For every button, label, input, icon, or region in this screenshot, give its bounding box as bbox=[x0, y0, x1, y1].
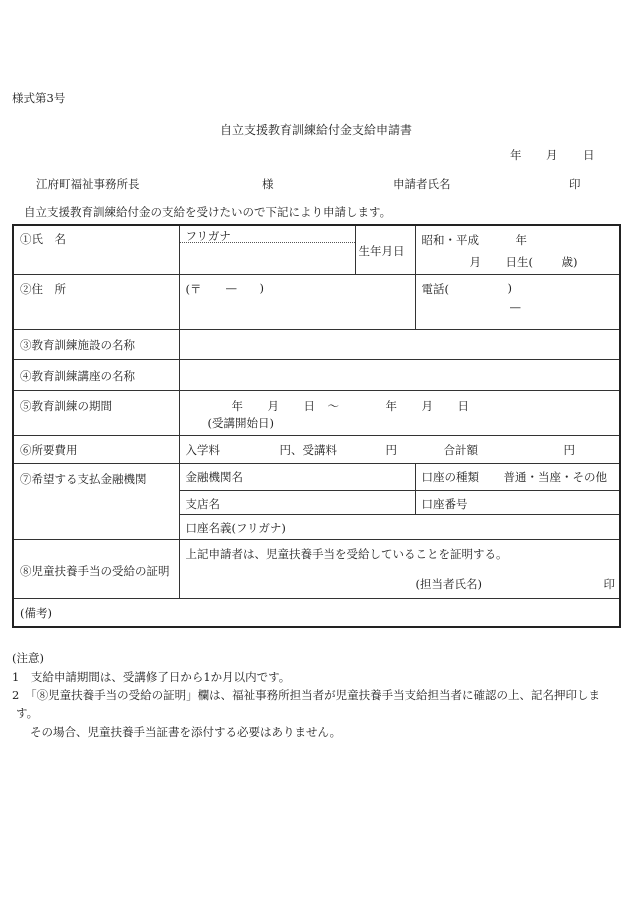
course-label: ④教育訓練講座の名称 bbox=[20, 369, 135, 384]
branch-input-cell[interactable] bbox=[179, 490, 415, 514]
form-title: 自立支援教育訓練給付金支給申請書 bbox=[220, 123, 413, 137]
admission-fee-label: 入学料 bbox=[185, 442, 220, 457]
period-start-year: 年 bbox=[231, 399, 243, 414]
birth-day-label: 日生( bbox=[505, 255, 533, 269]
holder-label: 口座名義(フリガナ) bbox=[185, 520, 286, 535]
note-3: その場合、児童扶養手当証書を添付する必要はありません。 bbox=[30, 725, 342, 739]
tuition-yen-label: 円 bbox=[385, 442, 397, 457]
birth-month-label: 月 bbox=[469, 255, 481, 269]
remarks-cell[interactable] bbox=[13, 599, 620, 627]
phone-close: ) bbox=[507, 280, 512, 295]
applicant-seal: 印 bbox=[569, 177, 581, 191]
birthdate-label: 生年月日 bbox=[358, 244, 405, 258]
account-type-label: 口座の種類 bbox=[421, 469, 479, 484]
date-day: 日 bbox=[583, 148, 595, 162]
certification-label: ⑧児童扶養手当の受給の証明 bbox=[20, 563, 170, 578]
furigana-label: フリガナ bbox=[185, 229, 231, 243]
address-input-cell[interactable] bbox=[179, 274, 415, 329]
period-tilde: 〜 bbox=[327, 399, 339, 414]
cost-label: ⑥所要費用 bbox=[20, 442, 78, 457]
phone-dash: — bbox=[509, 299, 521, 314]
row-bank-institution bbox=[13, 463, 620, 490]
row-address bbox=[13, 274, 620, 329]
phone-open: 電話( bbox=[421, 281, 449, 296]
row-certification bbox=[13, 539, 620, 598]
certification-input-cell[interactable] bbox=[179, 539, 620, 598]
intro-text: 自立支援教育訓練給付金の支給を受けたいので下記により申請します。 bbox=[24, 205, 392, 219]
account-number-label: 口座番号 bbox=[421, 496, 468, 511]
period-start-note: (受講開始日) bbox=[207, 416, 274, 431]
account-type-cell[interactable] bbox=[415, 463, 620, 490]
row-cost bbox=[13, 435, 620, 463]
row-facility bbox=[13, 330, 620, 360]
row-period bbox=[13, 391, 620, 435]
note-2: 2 「⑧児童扶養手当の受給の証明」欄は、福祉事務所担当者が児童扶養手当支給担当者に確認の上、記名押印しま bbox=[12, 688, 601, 702]
cost-input-cell[interactable] bbox=[179, 435, 620, 463]
note-1: 1 支給申請期間は、受講修了日から1か月以内です。 bbox=[12, 670, 291, 684]
period-label: ⑤教育訓練の期間 bbox=[20, 399, 112, 414]
remarks-label: (備考) bbox=[20, 606, 52, 621]
certification-label-cell bbox=[13, 539, 179, 598]
account-type-options: 普通・当座・その他 bbox=[503, 469, 607, 484]
applicant-name-label: 申請者氏名 bbox=[393, 177, 451, 191]
name-label: ①氏 名 bbox=[20, 232, 66, 246]
postal-open: (〒 bbox=[185, 281, 202, 296]
total-yen-label: 円 bbox=[563, 442, 575, 457]
institution-label: 金融機関名 bbox=[185, 469, 243, 484]
facility-label-cell bbox=[13, 330, 179, 360]
name-label-cell bbox=[13, 225, 179, 274]
address-label-cell bbox=[13, 274, 179, 329]
officer-seal: 印 bbox=[603, 576, 615, 591]
birthdate-input-cell[interactable] bbox=[415, 225, 620, 274]
postal-close: ) bbox=[259, 280, 264, 295]
furigana-divider bbox=[180, 242, 355, 243]
facility-input-cell[interactable] bbox=[179, 330, 620, 360]
row-course bbox=[13, 360, 620, 391]
period-start-day: 日 bbox=[303, 399, 315, 414]
notes-heading: (注意) bbox=[12, 651, 44, 665]
row-name bbox=[13, 225, 620, 274]
bank-label: ⑦希望する支払金融機関 bbox=[20, 471, 147, 486]
total-label: 合計額 bbox=[443, 442, 478, 457]
officer-name-label: (担当者氏名) bbox=[415, 576, 482, 591]
form-number: 様式第3号 bbox=[12, 91, 66, 105]
institution-input-cell[interactable] bbox=[179, 463, 415, 490]
addressee: 江府町福祉事務所長 bbox=[36, 177, 140, 191]
account-number-cell[interactable] bbox=[415, 490, 620, 514]
facility-label: ③教育訓練施設の名称 bbox=[20, 338, 135, 352]
holder-input-cell[interactable] bbox=[179, 514, 620, 539]
bank-label-cell bbox=[13, 463, 179, 539]
course-label-cell bbox=[13, 360, 179, 391]
certification-statement: 上記申請者は、児童扶養手当を受給していることを証明する。 bbox=[185, 546, 508, 561]
cost-label-cell bbox=[13, 435, 179, 463]
note-2-continuation: す。 bbox=[16, 706, 39, 720]
tuition-fee-label: 円、受講料 bbox=[279, 442, 337, 457]
era-label: 昭和・平成 bbox=[421, 233, 479, 247]
phone-input-cell[interactable] bbox=[415, 274, 620, 329]
course-input-cell[interactable] bbox=[179, 360, 620, 391]
branch-label: 支店名 bbox=[185, 496, 220, 511]
date-month: 月 bbox=[546, 148, 558, 162]
application-form-table bbox=[12, 224, 621, 628]
period-input-cell[interactable] bbox=[179, 391, 620, 435]
period-end-year: 年 bbox=[385, 399, 397, 414]
postal-dash: — bbox=[225, 280, 237, 295]
name-input-cell[interactable] bbox=[179, 225, 355, 274]
period-end-month: 月 bbox=[421, 399, 433, 414]
age-label: 歳) bbox=[561, 255, 578, 269]
period-label-cell bbox=[13, 391, 179, 435]
period-end-day: 日 bbox=[457, 399, 469, 414]
addressee-sama: 様 bbox=[262, 177, 274, 191]
birth-year-label: 年 bbox=[515, 233, 527, 247]
row-remarks bbox=[13, 599, 620, 627]
address-label: ②住 所 bbox=[20, 281, 66, 296]
period-start-month: 月 bbox=[267, 399, 279, 414]
date-year: 年 bbox=[510, 148, 522, 162]
birthdate-label-cell bbox=[355, 225, 415, 274]
